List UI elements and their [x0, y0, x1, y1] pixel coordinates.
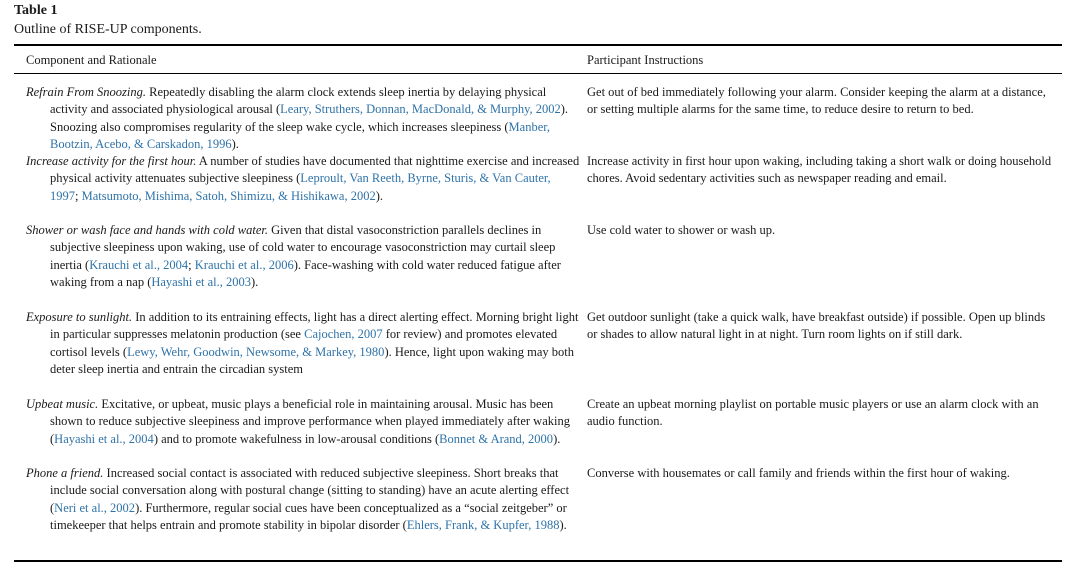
table-label: Table 1	[14, 3, 58, 18]
component-title: Refrain From Snoozing.	[26, 85, 147, 99]
component-title: Exposure to sunlight.	[26, 310, 133, 324]
participant-instruction: Converse with housemates or call family and friends within the first hour of waking.	[587, 466, 1010, 480]
citation-link[interactable]: Matsumoto, Mishima, Satoh, Shimizu, & Hishikawa, 2002	[81, 188, 376, 203]
participant-instruction: Create an upbeat morning playlist on portable music players or use an alarm clock with an audio function.	[587, 397, 1039, 429]
citation-link[interactable]: Manber, Bootzin, Acebo, & Carskadon, 1996	[50, 119, 551, 152]
component-title: Increase activity for the first hour.	[26, 154, 197, 168]
component-rationale: Upbeat music. Excitative, or upbeat, music plays a beneficial role in maintaining arousal. Music has been shown to reduce subjective sleepiness and improve performance when played immediately after waking (Hayashi et al., 2004) and to promote wakefulness in low-arousal conditions (Bonnet & Arand, 2000).	[26, 397, 570, 446]
citation-link[interactable]: Leary, Struthers, Donnan, MacDonald, & Murphy, 2002	[280, 102, 561, 117]
component-rationale: Exposure to sunlight. In addition to its entraining effects, light has a direct alerting effect. Morning bright light in particular suppresses melatonin production (see Cajochen, 2007 for review) and promotes elevated cortisol levels (Lewy, Wehr, Goodwin, Newsome, & Markey, 1980). Hence, light upon waking may both deter sleep inertia and entrain the circadian system	[26, 310, 579, 377]
participant-instruction: Increase activity in first hour upon waking, including taking a short walk or doing household chores. Avoid sedentary activities such as newspaper reading and email.	[587, 154, 1052, 186]
component-rationale: Shower or wash face and hands with cold water. Given that distal vasoconstriction parallels declines in subjective sleepiness upon waking, use of cold water to encourage vasoconstriction may curtail sleep inertia (Krauchi et al., 2004; Krauchi et al., 2006). Face-washing with cold water reduced fatigue after waking from a nap (Hayashi et al., 2003).	[26, 223, 561, 290]
bottom-rule	[14, 560, 1062, 562]
participant-instruction: Get out of bed immediately following your alarm. Consider keeping the alarm at a distance, or setting multiple alarms for the same time, to reduce desire to return to bed.	[587, 85, 1046, 117]
citation-link[interactable]: Leproult, Van Reeth, Byrne, Sturis, & Van Cauter, 1997	[50, 171, 551, 203]
citation-link[interactable]: Ehlers, Frank, & Kupfer, 1988	[406, 518, 560, 533]
header-rule	[14, 73, 1062, 74]
table-caption: Outline of RISE-UP components.	[14, 22, 202, 37]
header-component: Component and Rationale	[26, 53, 157, 67]
top-rule	[14, 44, 1062, 46]
participant-instruction: Get outdoor sunlight (take a quick walk, have breakfast outside) if possible. Open up blinds or shades to allow natural light in at night. Turn room lights on if still dark.	[587, 310, 1046, 342]
citation-link[interactable]: Krauchi et al., 2006	[194, 257, 294, 272]
component-title: Upbeat music.	[26, 397, 99, 411]
citation-link[interactable]: Cajochen, 2007	[304, 327, 383, 342]
component-rationale: Refrain From Snoozing. Repeatedly disabling the alarm clock extends sleep inertia by delaying physical activity and associated physiological arousal (Leary, Struthers, Donnan, MacDonald, & Murphy, 2002). Snoozing also compromises regularity of the sleep wake cycle, which increases sleepiness (Manber, Bootzin, Acebo, & Carskadon, 1996).	[26, 85, 569, 152]
citation-link[interactable]: Hayashi et al., 2003	[151, 275, 251, 290]
participant-instruction: Use cold water to shower or wash up.	[587, 223, 776, 237]
header-instructions: Participant Instructions	[587, 53, 704, 67]
component-rationale: Phone a friend. Increased social contact is associated with reduced subjective sleepiness. Short breaks that include social conversation along with postural change (sitting to standing) have an acute alerting effect (Neri et al., 2002). Furthermore, regular social cues have been conceptualized as a “social zeitgeber” or timekeeper that helps entrain and promote stability in bipolar disorder (Ehlers, Frank, & Kupfer, 1988).	[26, 466, 570, 533]
citation-link[interactable]: Krauchi et al., 2004	[89, 257, 189, 272]
citation-link[interactable]: Hayashi et al., 2004	[54, 431, 154, 446]
component-title: Phone a friend.	[26, 466, 104, 480]
component-rationale: Increase activity for the first hour. A number of studies have documented that nighttime exercise and increased physical activity attenuates subjective sleepiness (Leproult, Van Reeth, Byrne, Sturis, & Van Cauter, 1997; Matsumoto, Mishima, Satoh, Shimizu, & Hishikawa, 2002).	[26, 154, 580, 203]
citation-link[interactable]: Lewy, Wehr, Goodwin, Newsome, & Markey, 1980	[127, 344, 385, 359]
citation-link[interactable]: Neri et al., 2002	[54, 500, 136, 515]
component-title: Shower or wash face and hands with cold water.	[26, 223, 269, 237]
citation-link[interactable]: Bonnet & Arand, 2000	[439, 431, 554, 446]
